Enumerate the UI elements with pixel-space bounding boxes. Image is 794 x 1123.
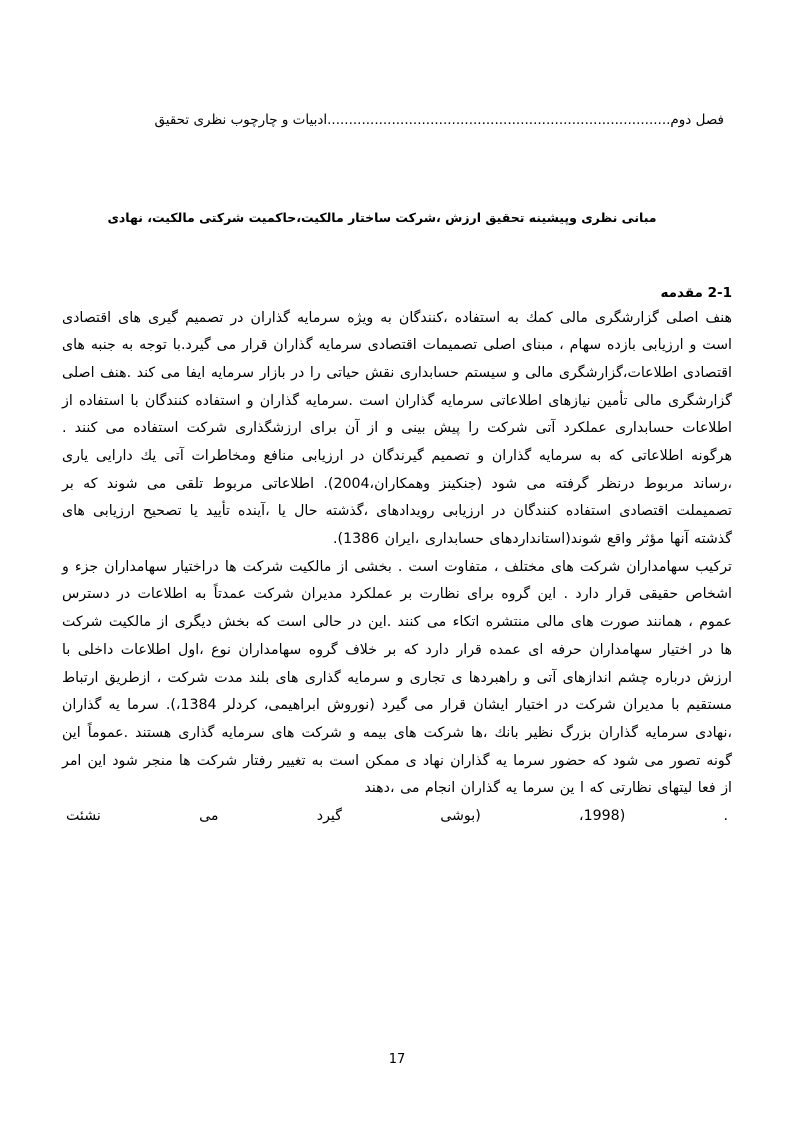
body-paragraph-2: تركیب سهامداران شركت های مختلف ، متفاوت است . بخشی از مالكیت شركت ها دراختیار سهامداران جزء و اشخاص حقیقی قرار دارد . این گروه برای نظارت بر عملكرد مدیران شركت عمدتاً به اطلاعات در دسترس عموم ، همانند صورت های مالی منتشره اتكاء می كنند .این در حالی است كه بخش دیگری از مالكیت شركت ها در اختیار سهامداران حرفه ای عمده قرار دارد كه بر خلاف گروه سهامداران نوع ،اول اطلاعات داخلی با ارزش درباره چشم اندازهای آتی و راهبردها ی تجاری و سرمایه گذاری های بلند مدت شركت ، ازطریق ارتباط مستقیم با مدیران شركت در اختیار ایشان قرار می گیرد (نوروش ابراهیمی، كردلر 1384،). سرما یه گذاران ،نهادی سرمایه گذاران بزرگ نظیر بانك ،ها شركت های بیمه و شركت های سرمایه گذاری هستند .عموماً این گونه تصور می شود كه حضور سرما یه گذاران نهاد ی ممكن است به تغییر رفتار شركت ها منجر شود این امر از فعا لیتهای نظارتی كه ا ین سرما یه گذاران انجام می ،دهند — [62, 558, 732, 797]
tail-period: . — [723, 807, 728, 824]
page-header — [62, 110, 732, 132]
header-chapter-label: فصل دوم — [670, 112, 724, 128]
tail-word-girad: گیرد — [316, 807, 342, 824]
page-number: 17 — [388, 1052, 406, 1067]
tail-citation-year: (1998، — [578, 807, 626, 824]
tail-citation-author: (بوشی — [440, 807, 481, 824]
tail-word-nashat: نشئت — [66, 807, 101, 824]
body-paragraph-1: هنف اصلی گزارشگری مالی كمك به استفاده ،كنندگان به ویژه سرمایه گذاران در تصمیم گیری های اقتصادی است و ارزیابی بازده سهام ، مبنای اصلی تصمیمات اقتصادی سرمایه گذاران قرار می گیرد.با توجه به جنبه های اقتصادی اطلاعات،گزارشگری مالی و سیستم حسابداری نقش حیاتی را در بازار سرمایه ایفا می كند .هنف اصلی گزارشگری مالی تأمین نیازهای اطلاعاتی سرمایه گذاران است .سرمایه گذاران و استفاده كنندگان با استفاده از اطلاعات حسابداری عملكرد آتی شركت را پیش بینی و از آن برای ارزشگذاری شركت استفاده می كنند . هرگونه اطلاعاتی كه به سرمایه گذاران و تصمیم گیرندگان در ارزیابی منافع ومخاطرات آتی یك دارایی یاری ،رساند مربوط درنظر گرفته می شود (جنكینز وهمكاران،2004). اطلاعاتی مربوط تلقی می شوند كه بر تصمیملت اقتصادی استفاده كنندگان در ارزیابی رویدادهای ،گذشته حال یا ،آینده تأیید یا تصحیح ارزیابی های گذشته آنها مؤثر واقع شوند(استانداردهای حسابداری ،ایران 1386). — [62, 309, 732, 548]
section-heading: 2-1 مقدمه — [660, 284, 732, 301]
header-dot-leader: ................................................................................ — [327, 112, 671, 128]
subject-line: مبانی نظری وپیشینه تحقیق ارزش ،شرکت ساختار مالکیت،حاکمیت شرکتی مالکیت، نهادی — [107, 209, 657, 225]
header-chapter-title: ادبیات و چارچوب نظری تحقیق — [154, 112, 328, 128]
paragraph-tail-line — [62, 803, 732, 831]
tail-word-mi: می — [199, 807, 219, 824]
